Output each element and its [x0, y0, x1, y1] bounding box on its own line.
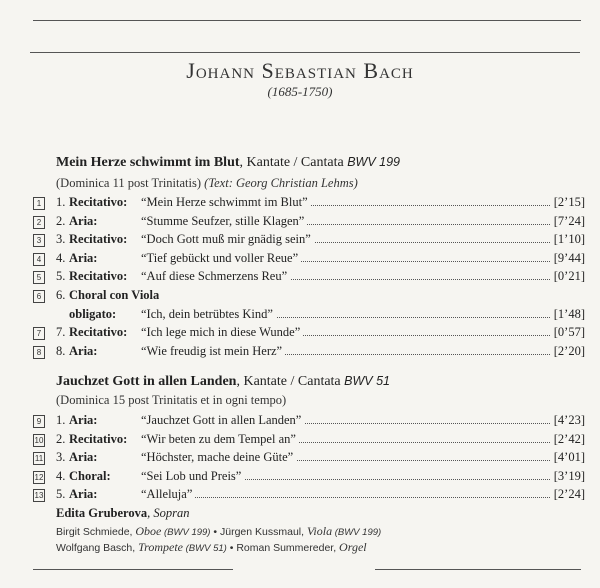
track-duration: [1’10] — [553, 232, 585, 247]
track-title-text: “Wie freudig ist mein Herz” — [141, 344, 285, 358]
track-number-box: 12 — [34, 472, 44, 482]
track-index: 3. — [56, 232, 66, 247]
track-type: Aria: — [69, 213, 98, 228]
work-subtitle-1 — [56, 176, 358, 191]
track-title-text: “Stumme Seufzer, stille Klagen” — [141, 214, 307, 228]
track-title-text: “Ich lege mich in diese Wunde” — [141, 325, 303, 339]
track-title — [141, 251, 552, 266]
track-row — [0, 469, 600, 487]
bullet-separator: • — [210, 526, 220, 538]
track-index: 6. — [56, 288, 66, 302]
bottom-rule-left — [33, 569, 233, 570]
track-index: 3. — [56, 450, 66, 465]
soloist-line — [56, 506, 189, 521]
performer-bwv: (BWV 199) — [332, 527, 382, 538]
work-bwv: BWV 51 — [344, 374, 391, 388]
track-title-text: “Auf diese Schmerzens Reu” — [141, 269, 290, 283]
track-number-box: 6 — [33, 290, 45, 303]
work-name: Mein Herze schwimmt im Blut — [56, 155, 240, 170]
track-number-box: 13 — [34, 491, 44, 501]
track-title-text: “Jauchzet Gott in allen Landen” — [141, 413, 304, 427]
track-title — [141, 214, 552, 229]
track-duration: [3’19] — [553, 468, 585, 483]
track-index: 2. — [56, 431, 66, 446]
bottom-rule-right — [375, 569, 581, 570]
track-duration: [0’21] — [553, 269, 585, 284]
track-title — [141, 450, 552, 465]
soloist-role: , Sopran — [147, 506, 190, 520]
track-row — [0, 195, 600, 213]
track-row — [0, 344, 600, 362]
track-title — [141, 487, 552, 502]
track-title — [141, 413, 552, 428]
track-number-box: 11 — [34, 454, 44, 464]
performer-name: Roman Summereder, — [236, 542, 340, 554]
performer-name: Jürgen Kussmaul, — [220, 526, 307, 538]
track-title — [141, 195, 552, 210]
track-row — [0, 432, 600, 450]
track-index: 7. — [56, 325, 66, 340]
work-kind: , Kantate / Cantata — [236, 374, 345, 389]
track-type: Choral: — [69, 468, 111, 483]
track-duration: [2’15] — [553, 195, 585, 209]
track-row — [0, 307, 600, 325]
track-row — [0, 450, 600, 468]
track-index: 2. — [56, 213, 66, 228]
track-title-text: “Sei Lob und Preis” — [141, 469, 244, 483]
track-number-box: 4 — [33, 253, 45, 266]
track-type: Aria: — [69, 487, 98, 502]
track-title — [141, 469, 552, 484]
track-duration: [7’24] — [553, 213, 585, 228]
track-duration: [4’23] — [553, 413, 585, 427]
track-type: Recitativo: — [69, 232, 128, 247]
performer-instrument: Orgel — [339, 540, 367, 554]
track-type: Aria: — [69, 450, 98, 465]
composer-name: Johann Sebastian Bach — [186, 58, 414, 83]
work-title-2 — [56, 374, 390, 390]
track-index: 1. — [56, 195, 66, 209]
track-title — [141, 269, 552, 284]
track-number-box: 3 — [33, 234, 45, 247]
track-row — [0, 487, 600, 505]
track-number-box: 10 — [34, 435, 44, 445]
track-duration: [1’48] — [553, 306, 585, 321]
work-occasion: (Dominica 11 post Trinitatis) — [56, 176, 205, 190]
track-title-text: “Doch Gott muß mir gnädig sein” — [141, 232, 314, 246]
track-type: Aria: — [69, 413, 98, 427]
track-duration: [9’44] — [553, 250, 585, 265]
work-name: Jauchzet Gott in allen Landen — [56, 374, 237, 389]
track-duration: [4’01] — [553, 450, 585, 465]
track-index: 4. — [56, 468, 66, 483]
track-number-box: 8 — [33, 346, 45, 359]
track-title — [141, 307, 552, 322]
performer-name: Birgit Schmiede, — [56, 526, 136, 538]
track-title — [141, 344, 552, 359]
track-title-text: “Ich, dein betrübtes Kind” — [141, 307, 276, 321]
track-title-text: “Wir beten zu dem Tempel an” — [141, 432, 299, 446]
track-row — [0, 288, 600, 306]
track-duration: [2’20] — [553, 343, 585, 358]
performers-line-2 — [56, 524, 381, 539]
track-number-box: 1 — [33, 197, 45, 210]
track-type: Recitativo: — [69, 431, 128, 446]
performer-bwv: (BWV 51) — [183, 543, 227, 554]
track-number-box: 2 — [33, 216, 45, 229]
track-row — [0, 413, 600, 431]
track-number-box: 5 — [33, 271, 45, 284]
track-row — [0, 214, 600, 232]
composer-dates: (1685-1750) — [267, 84, 333, 99]
track-index: 1. — [56, 413, 66, 427]
track-type: obligato: — [69, 306, 117, 321]
track-index: 4. — [56, 250, 66, 265]
track-type: Recitativo: — [69, 195, 128, 209]
performers-line-3 — [56, 540, 367, 555]
performer-instrument: Oboe — [135, 524, 162, 538]
track-title-text: “Alleluja” — [141, 487, 195, 501]
work-kind: , Kantate / Cantata — [239, 155, 348, 170]
track-row — [0, 251, 600, 269]
performer-instrument: Viola — [306, 524, 333, 538]
work-subtitle-2 — [56, 393, 286, 408]
performer-bwv: (BWV 199) — [161, 527, 211, 538]
top-rule — [33, 20, 581, 21]
track-row — [0, 325, 600, 343]
work-title-1 — [56, 155, 400, 171]
track-title — [141, 432, 552, 447]
track-row — [0, 232, 600, 250]
performer-instrument: Trompete — [138, 540, 183, 554]
track-duration: [0’57] — [553, 325, 585, 340]
work-occasion: (Dominica 15 post Trinitatis et in ogni tempo) — [56, 393, 287, 407]
track-row — [0, 269, 600, 287]
track-type: Aria: — [69, 343, 98, 358]
track-type: Aria: — [69, 250, 98, 265]
track-number-box: 7 — [33, 327, 45, 340]
work-bwv: BWV 199 — [347, 155, 401, 169]
performer-name: Wolfgang Basch, — [56, 542, 139, 554]
track-index: 8. — [56, 343, 66, 358]
track-number-box: 9 — [33, 415, 45, 428]
header-rule — [30, 52, 580, 53]
track-index: 5. — [56, 487, 66, 502]
track-duration: [2’24] — [553, 487, 585, 502]
track-title — [141, 325, 552, 340]
track-index: 5. — [56, 269, 66, 284]
track-duration: [2’42] — [553, 431, 585, 446]
bullet-separator: • — [226, 542, 237, 554]
track-type: Recitativo: — [69, 269, 128, 284]
track-title — [141, 232, 552, 247]
track-type: Recitativo: — [69, 325, 128, 340]
track-title-text: “Höchster, mache deine Güte” — [141, 450, 296, 464]
track-title-text: “Tief gebückt und voller Reue” — [141, 251, 301, 265]
work-text-credit: (Text: Georg Christian Lehms) — [204, 176, 358, 190]
track-type: Choral con Viola — [69, 288, 160, 302]
soloist-name: Edita Gruberova — [56, 506, 148, 520]
track-title-text: “Mein Herze schwimmt im Blut” — [141, 195, 311, 209]
